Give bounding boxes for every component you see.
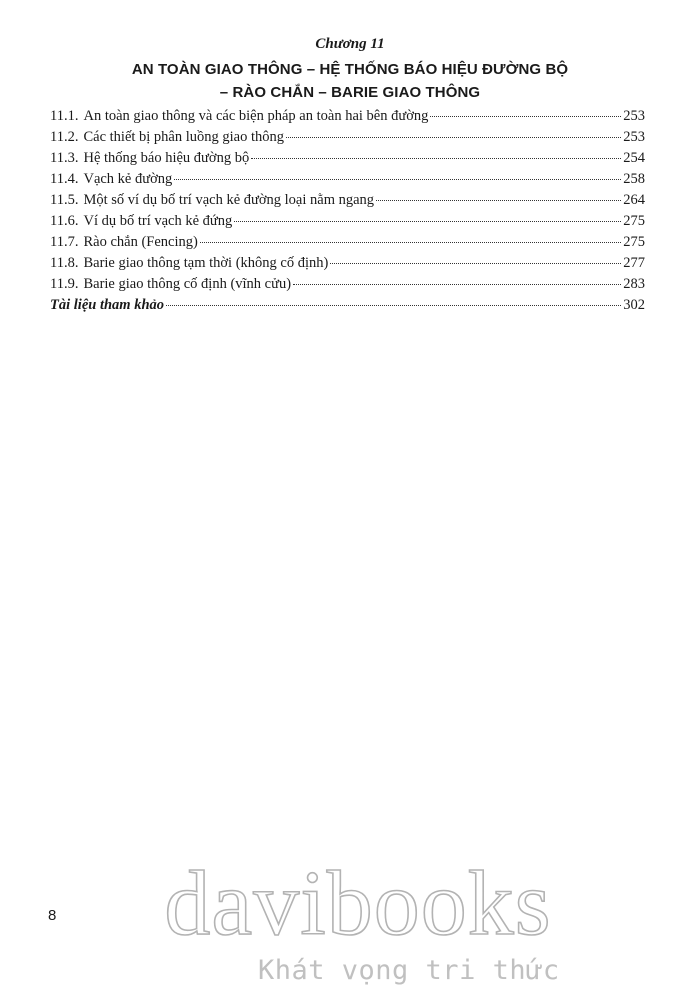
toc-entry [50, 255, 645, 276]
toc-entry-number: 11.8. [50, 255, 79, 271]
toc-entry [50, 213, 645, 234]
dot-leader [200, 242, 621, 243]
toc-entry-title: Hệ thống báo hiệu đường bộ [83, 150, 250, 166]
toc-entry-page: 258 [623, 171, 645, 187]
toc-entry [50, 171, 645, 192]
toc-entry-page: 264 [623, 192, 645, 208]
toc-entry-title: Vạch kẻ đường [83, 171, 173, 187]
toc-entry [50, 192, 645, 213]
table-of-contents [50, 108, 645, 318]
toc-entry-number: 11.1. [50, 108, 79, 124]
watermark-slogan: Khát vọng tri thức [258, 955, 560, 986]
references-title: Tài liệu tham khảo [50, 297, 165, 313]
dot-leader [174, 179, 621, 180]
toc-entry [50, 108, 645, 129]
toc-entry-title: Barie giao thông tạm thời (không cố định) [83, 255, 329, 271]
toc-entry-title: Rào chắn (Fencing) [83, 234, 198, 250]
toc-entry [50, 150, 645, 171]
toc-entry-page: 277 [623, 255, 645, 271]
dot-leader [286, 137, 621, 138]
dot-leader [293, 284, 621, 285]
dot-leader [234, 221, 621, 222]
toc-entry [50, 234, 645, 255]
toc-entry-number: 11.2. [50, 129, 79, 145]
toc-entry-number: 11.9. [50, 276, 79, 292]
toc-entry-number: 11.6. [50, 213, 79, 229]
references-page: 302 [623, 297, 645, 313]
toc-entry-page: 253 [623, 129, 645, 145]
chapter-title-line2: – RÀO CHẮN – BARIE GIAO THÔNG [219, 84, 481, 101]
toc-entry-page: 275 [623, 234, 645, 250]
toc-entry [50, 276, 645, 297]
toc-entry-title: An toàn giao thông và các biện pháp an toàn hai bên đường [83, 108, 429, 124]
toc-entry-number: 11.4. [50, 171, 79, 187]
dot-leader [430, 116, 621, 117]
davibooks-logo-watermark [148, 852, 568, 952]
logo-text: davibooks [164, 852, 552, 952]
chapter-title-line1: AN TOÀN GIAO THÔNG – HỆ THỐNG BÁO HIỆU ĐƯỜNG BỘ [131, 61, 569, 78]
toc-entry-title: Ví dụ bố trí vạch kẻ đứng [83, 213, 233, 229]
page-number: 8 [48, 907, 57, 924]
toc-entry-title: Một số ví dụ bố trí vạch kẻ đường loại nằm ngang [83, 192, 375, 208]
toc-entry-number: 11.5. [50, 192, 79, 208]
toc-entry-page: 253 [623, 108, 645, 124]
toc-entry-page: 275 [623, 213, 645, 229]
dot-leader [166, 305, 621, 306]
toc-entry-title: Các thiết bị phân luồng giao thông [83, 129, 285, 145]
toc-entry-number: 11.7. [50, 234, 79, 250]
toc-entry [50, 129, 645, 150]
dot-leader [376, 200, 621, 201]
toc-entry-title: Barie giao thông cố định (vĩnh cửu) [83, 276, 292, 292]
chapter-label: Chương 11 [315, 36, 385, 52]
toc-entry-page: 254 [623, 150, 645, 166]
toc-entry-page: 283 [623, 276, 645, 292]
toc-entry-references [50, 297, 645, 318]
dot-leader [330, 263, 621, 264]
dot-leader [251, 158, 621, 159]
toc-entry-number: 11.3. [50, 150, 79, 166]
